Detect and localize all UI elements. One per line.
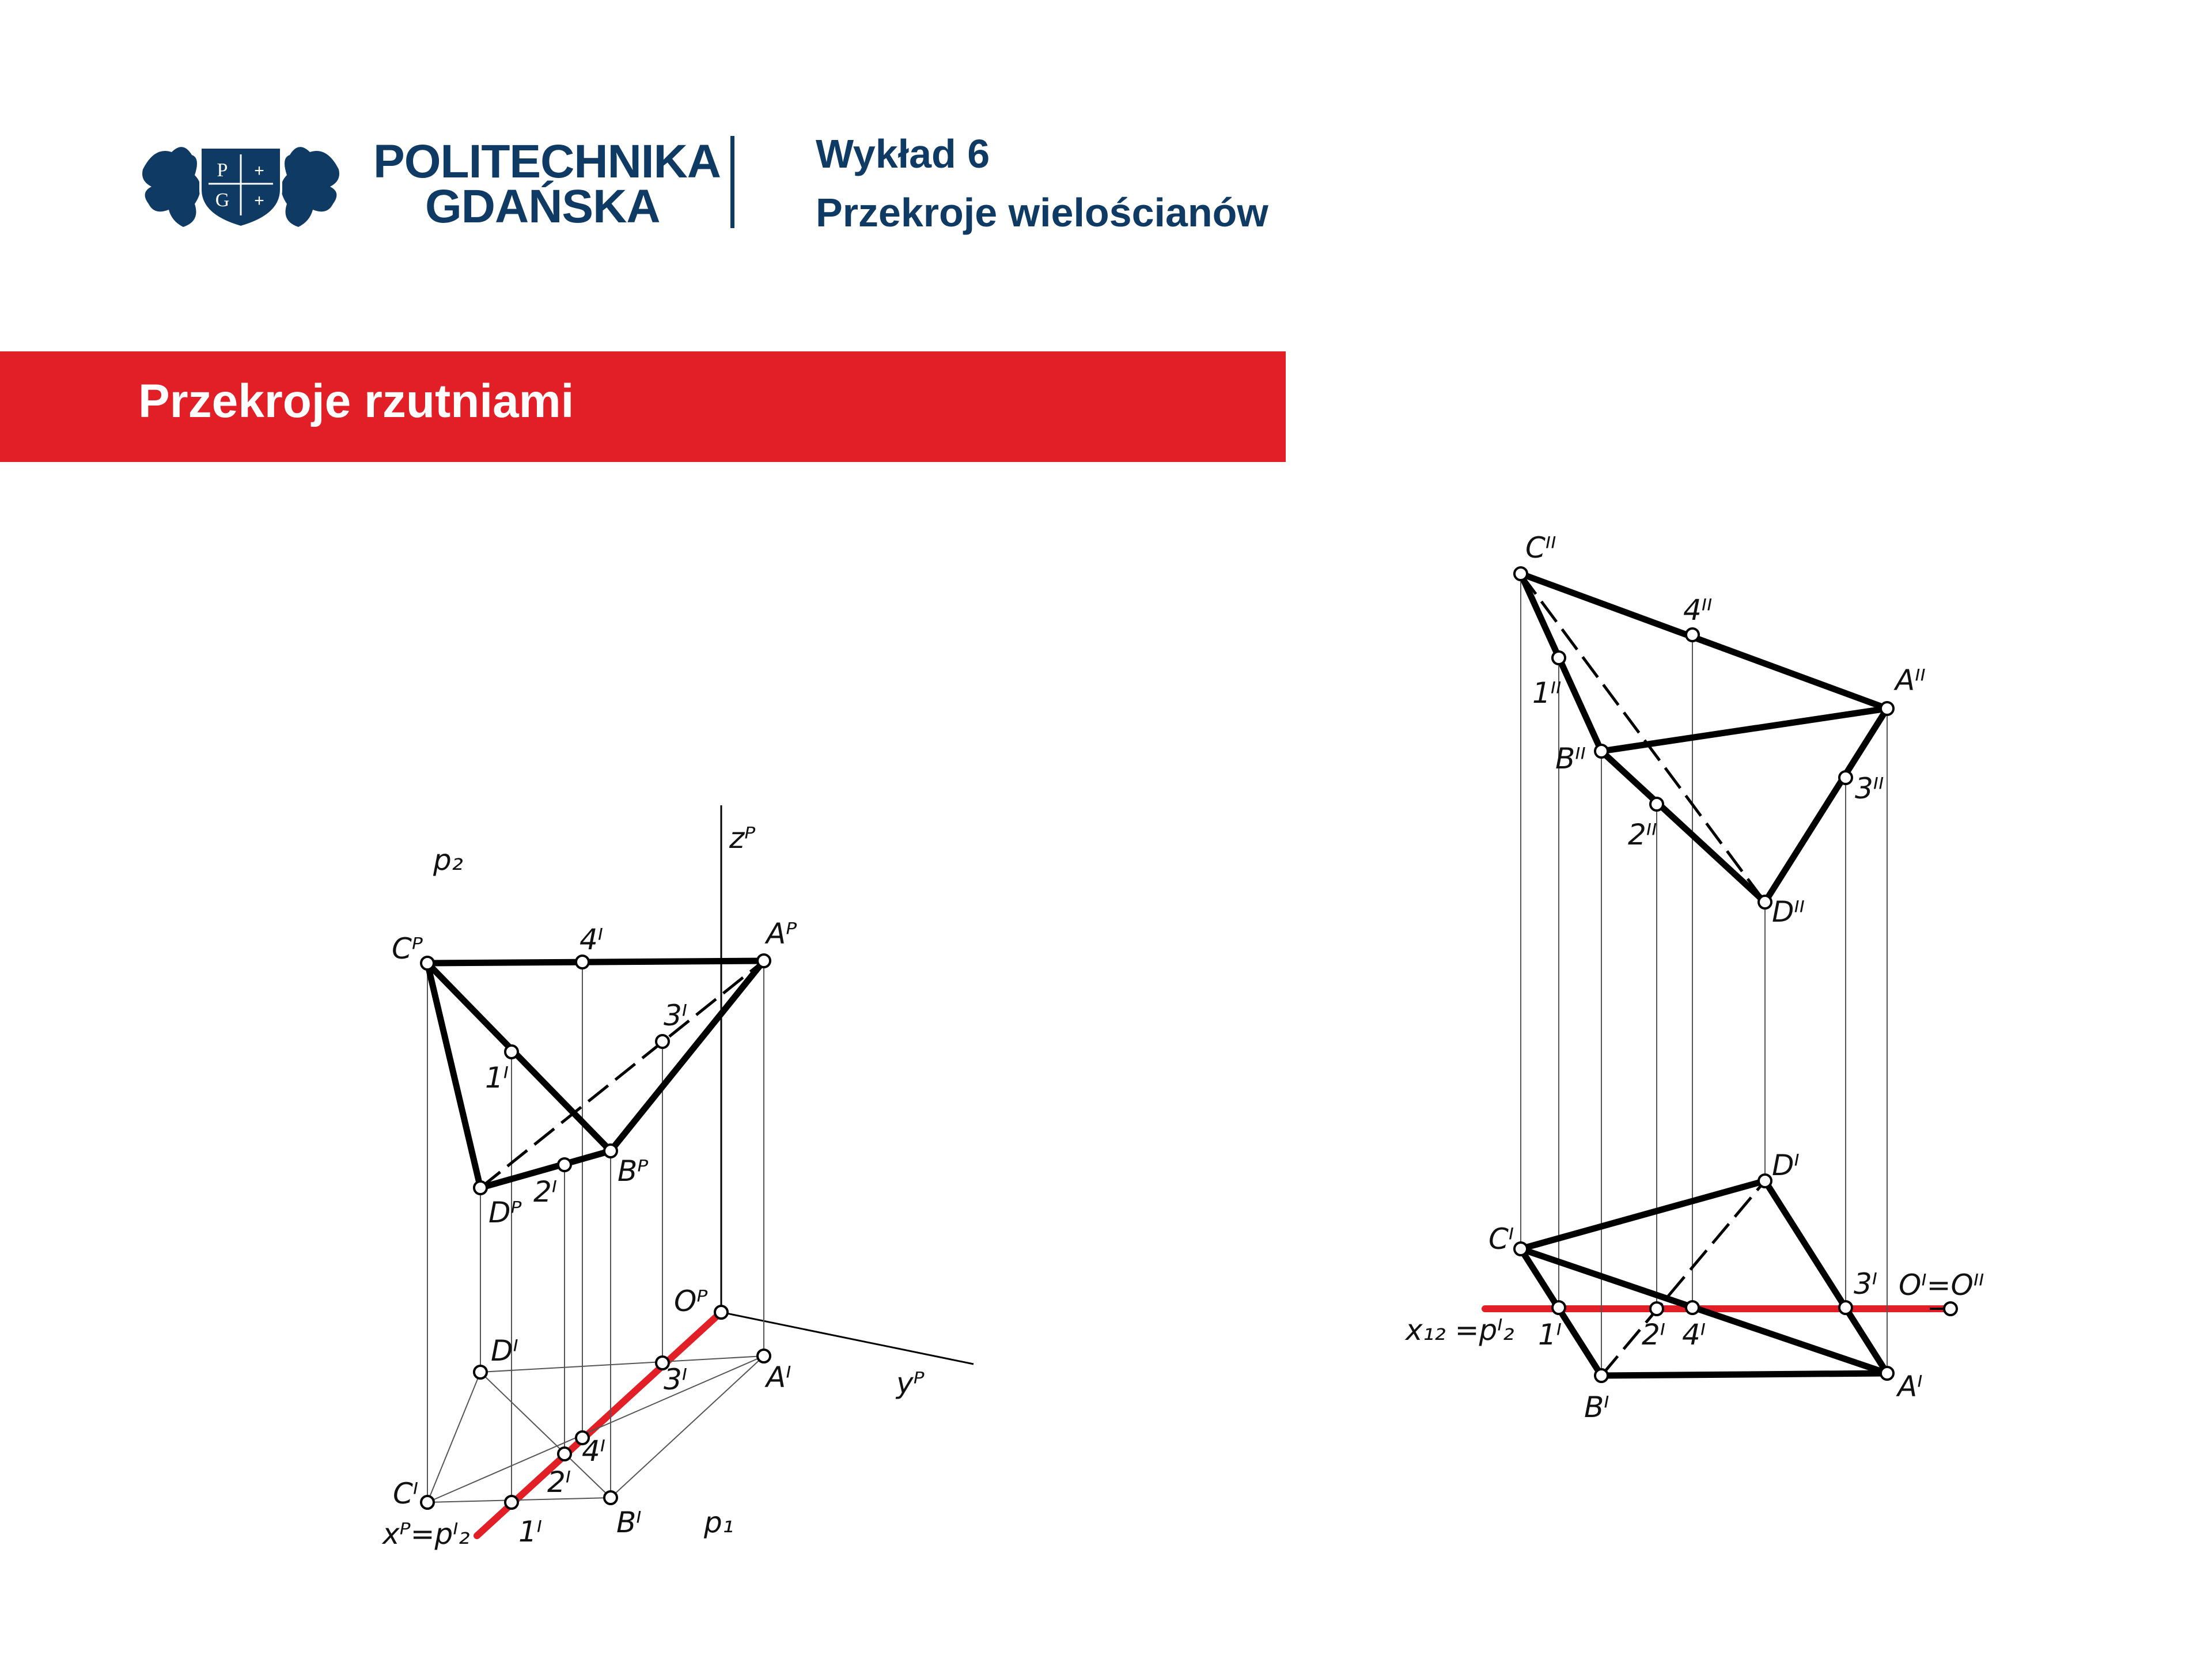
label-2-lower: 2ᴵ bbox=[547, 1465, 571, 1499]
left-section-shape bbox=[427, 961, 764, 1188]
point-4-upper bbox=[576, 956, 589, 968]
point-1-lower bbox=[505, 1496, 518, 1509]
label-3-h: 3ᴵ bbox=[1854, 1267, 1878, 1301]
label-4-lower: 4ᴵ bbox=[582, 1434, 606, 1468]
point-4-v bbox=[1686, 628, 1699, 641]
label-1-h: 1ᴵ bbox=[1538, 1318, 1562, 1351]
label-CP: Cᴾ bbox=[392, 932, 423, 965]
label-C1: Cᴵ bbox=[393, 1477, 419, 1510]
point-1-h bbox=[1552, 1301, 1565, 1314]
label-D2: Dᴵᴵ bbox=[1772, 895, 1805, 929]
label-1-lower: 1ᴵ bbox=[518, 1515, 543, 1548]
point-B1 bbox=[604, 1491, 617, 1504]
label-x12: x₁₂ =pᴵ₂ bbox=[1406, 1313, 1514, 1347]
label-1-upper: 1ᴵ bbox=[485, 1061, 509, 1094]
label-C1: Cᴵ bbox=[1488, 1222, 1514, 1256]
point-C1 bbox=[421, 1496, 434, 1509]
point-DP bbox=[474, 1181, 487, 1194]
point-4-h bbox=[1686, 1301, 1699, 1314]
label-A1: Aᴵ bbox=[1897, 1370, 1923, 1403]
label-4-v: 4ᴵᴵ bbox=[1683, 593, 1713, 627]
point-CP bbox=[421, 957, 434, 969]
label-A1: Aᴵ bbox=[766, 1361, 791, 1394]
brand-name-line1: POLITECHNIKA bbox=[373, 135, 721, 188]
point-3-upper bbox=[656, 1035, 669, 1048]
label-3-upper: 3ᴵ bbox=[664, 999, 688, 1032]
point-D1 bbox=[1759, 1175, 1771, 1187]
point-AP bbox=[757, 955, 770, 967]
label-xP: xᴾ=pᴵ₂ bbox=[382, 1517, 470, 1551]
point-C2 bbox=[1514, 567, 1527, 580]
point-A1 bbox=[1881, 1367, 1893, 1380]
point-2-lower bbox=[558, 1448, 571, 1460]
point-2-upper bbox=[558, 1158, 571, 1171]
label-yP: yᴾ bbox=[896, 1366, 925, 1400]
right-labels bbox=[1404, 531, 1984, 1424]
brand-name-line2: GDAŃSKA bbox=[425, 180, 660, 233]
lecture-title: Przekroje wielościanów bbox=[816, 190, 1268, 235]
label-4-h: 4ᴵ bbox=[1682, 1318, 1706, 1351]
left-labels bbox=[381, 821, 925, 1551]
svg-text:G: G bbox=[215, 190, 230, 211]
point-3-h bbox=[1839, 1301, 1852, 1314]
banner-title: Przekroje rzutniami bbox=[138, 375, 574, 427]
right-drawing bbox=[1404, 531, 1984, 1424]
label-2-upper: 2ᴵ bbox=[533, 1175, 558, 1209]
point-B1 bbox=[1595, 1369, 1608, 1382]
label-p2: p₂ bbox=[433, 843, 463, 877]
left-projection-lines bbox=[427, 961, 764, 1502]
label-O: Oᴵ=Oᴵᴵ bbox=[1899, 1268, 1984, 1302]
label-OP: Oᴾ bbox=[674, 1285, 708, 1318]
point-C1 bbox=[1514, 1243, 1527, 1255]
label-2-v: 2ᴵᴵ bbox=[1628, 818, 1657, 851]
label-2-h: 2ᴵ bbox=[1642, 1318, 1666, 1351]
label-D1: Dᴵ bbox=[491, 1334, 518, 1368]
label-B1: Bᴵ bbox=[616, 1506, 642, 1539]
label-1-v: 1ᴵᴵ bbox=[1532, 676, 1562, 710]
point-2-v bbox=[1650, 798, 1663, 810]
label-B1: Bᴵ bbox=[1584, 1391, 1609, 1424]
label-p1: p₁ bbox=[704, 1506, 734, 1539]
label-4-upper: 4ᴵ bbox=[579, 923, 604, 956]
label-BP: Bᴾ bbox=[618, 1154, 649, 1188]
point-1-upper bbox=[505, 1046, 518, 1058]
lecture-number: Wykład 6 bbox=[816, 131, 990, 176]
label-zP: zᴾ bbox=[729, 821, 756, 855]
label-B2: Bᴵᴵ bbox=[1555, 742, 1586, 775]
point-B2 bbox=[1595, 745, 1608, 757]
point-1-v bbox=[1552, 652, 1565, 664]
point-OP bbox=[715, 1306, 728, 1319]
point-D1 bbox=[474, 1366, 487, 1378]
point-O bbox=[1944, 1302, 1957, 1315]
point-A2 bbox=[1881, 702, 1893, 715]
label-3-v: 3ᴵᴵ bbox=[1855, 772, 1884, 805]
label-3-lower: 3ᴵ bbox=[664, 1363, 688, 1396]
label-A2: Aᴵᴵ bbox=[1895, 664, 1926, 697]
point-D2 bbox=[1759, 896, 1771, 908]
point-2-h bbox=[1650, 1302, 1663, 1315]
point-BP bbox=[604, 1145, 617, 1157]
label-AP: Aᴾ bbox=[766, 917, 797, 950]
left-drawing bbox=[381, 805, 974, 1551]
svg-text:+: + bbox=[254, 161, 264, 180]
label-D1: Dᴵ bbox=[1772, 1149, 1800, 1182]
label-DP: Dᴾ bbox=[488, 1196, 522, 1229]
point-3-v bbox=[1839, 771, 1852, 784]
svg-text:P: P bbox=[217, 160, 228, 181]
label-C2: Cᴵᴵ bbox=[1525, 531, 1556, 565]
svg-text:+: + bbox=[254, 191, 264, 210]
right-points bbox=[1514, 567, 1957, 1382]
